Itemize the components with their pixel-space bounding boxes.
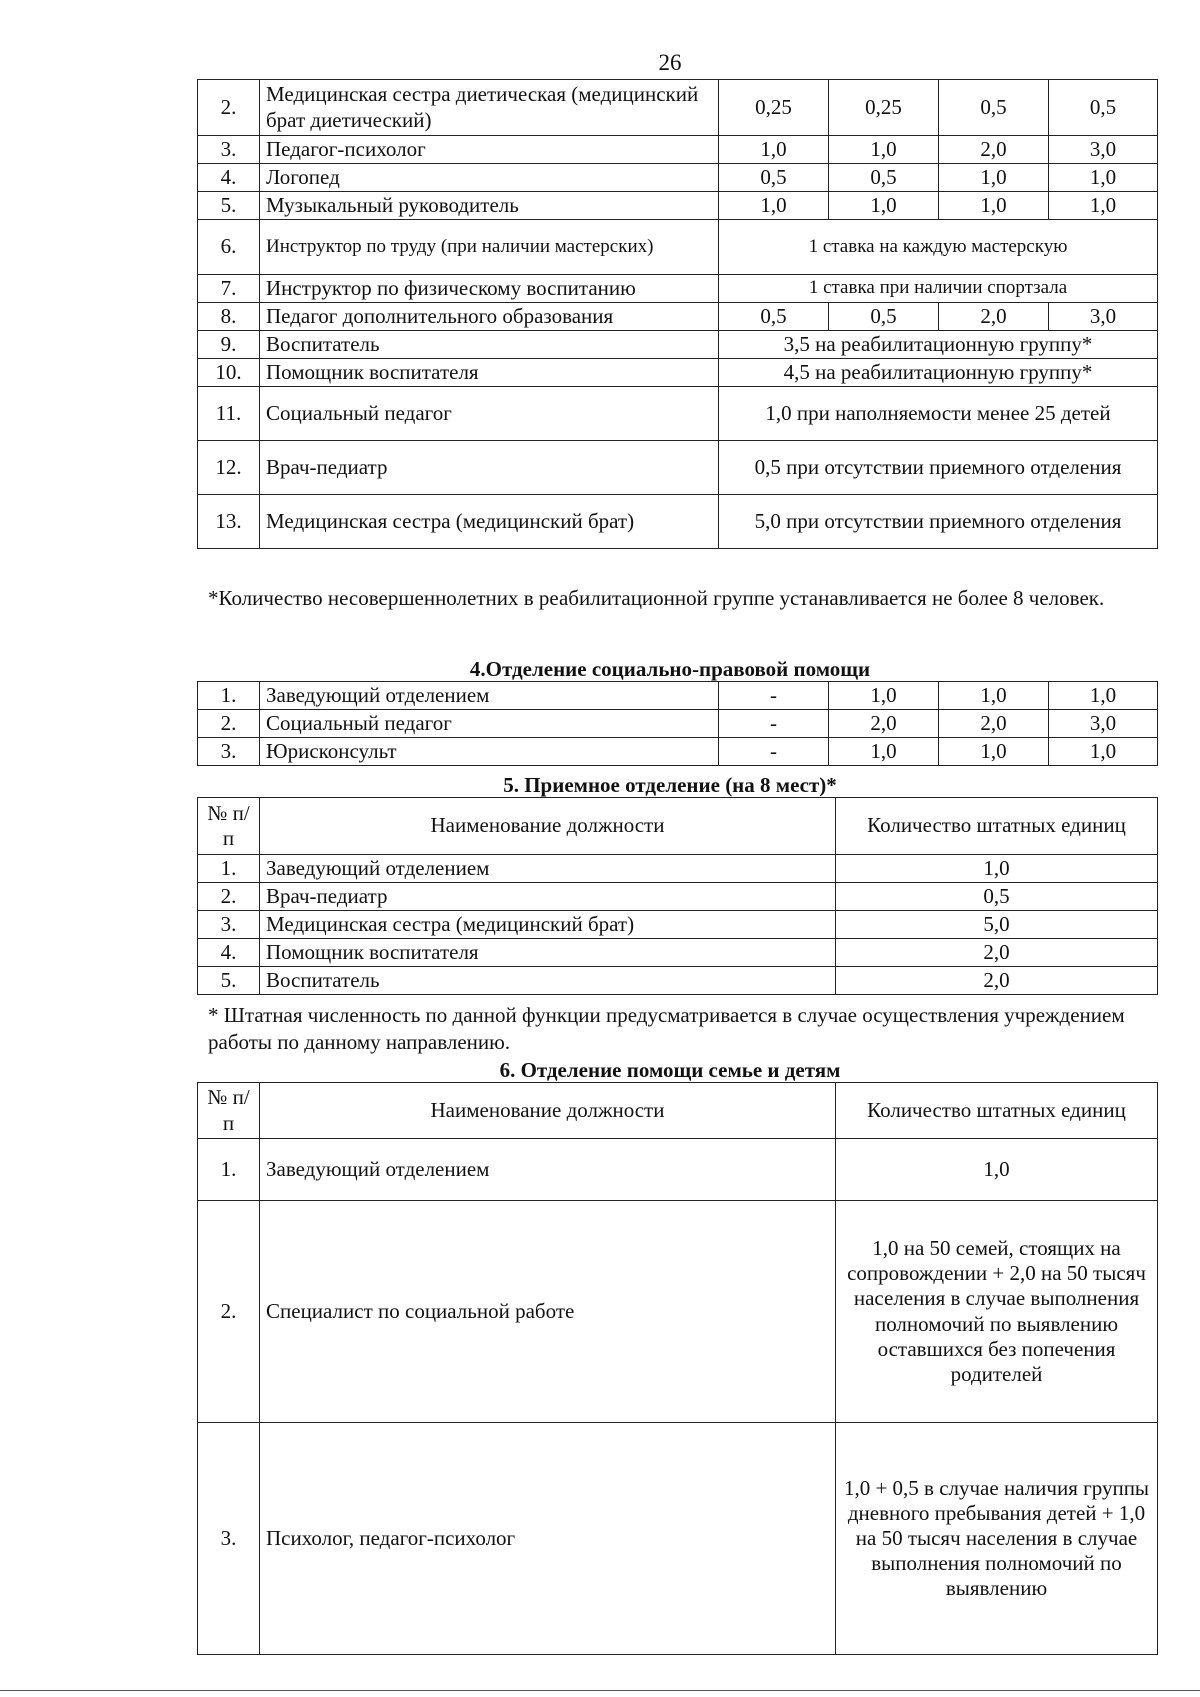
header-row — [198, 798, 1158, 855]
row-number: 7. — [198, 275, 260, 303]
table-row — [198, 303, 1158, 331]
position-name: Социальный педагог — [260, 387, 719, 441]
table-row — [198, 911, 1158, 939]
row-number: 9. — [198, 331, 260, 359]
table-row — [198, 359, 1158, 387]
table-row — [198, 164, 1158, 192]
position-name: Инструктор по труду (при наличии мастерских) — [260, 220, 719, 275]
position-name: Психолог, педагог-психолог — [260, 1423, 836, 1655]
staff-value: 2,0 — [939, 710, 1049, 738]
table-row — [198, 855, 1158, 883]
position-name: Помощник воспитателя — [260, 939, 836, 967]
staff-value: 1,0 — [1049, 164, 1158, 192]
page-bottom-rule — [0, 1690, 1200, 1691]
staff-value: 2,0 — [939, 303, 1049, 331]
staff-value: 1,0 — [939, 164, 1049, 192]
position-name: Медицинская сестра (медицинский брат) — [260, 495, 719, 549]
section5-table — [197, 797, 1158, 995]
staff-value: - — [719, 710, 829, 738]
position-name: Педагог дополнительного образования — [260, 303, 719, 331]
row-number: 2. — [198, 1201, 260, 1423]
staff-value: 3,0 — [1049, 710, 1158, 738]
table-row — [198, 136, 1158, 164]
staff-value: 1,0 — [1049, 192, 1158, 220]
position-name: Медицинская сестра диетическая (медицинский брат диетический) — [260, 80, 719, 136]
row-number: 2. — [198, 710, 260, 738]
table-row — [198, 738, 1158, 766]
table-row — [198, 1201, 1158, 1423]
staff-value: 2,0 — [939, 136, 1049, 164]
position-name: Воспитатель — [260, 967, 836, 995]
staffing-table-continued — [197, 79, 1158, 549]
position-name: Логопед — [260, 164, 719, 192]
header-position: Наименование должности — [260, 798, 836, 855]
header-position: Наименование должности — [260, 1083, 836, 1139]
row-number: 4. — [198, 164, 260, 192]
staff-norm: 4,5 на реабилитационную группу* — [719, 359, 1158, 387]
header-number: № п/п — [198, 1083, 260, 1139]
row-number: 3. — [198, 738, 260, 766]
table-row — [198, 220, 1158, 275]
row-number: 10. — [198, 359, 260, 387]
staff-norm: 3,5 на реабилитационную группу* — [719, 331, 1158, 359]
position-name: Медицинская сестра (медицинский брат) — [260, 911, 836, 939]
staff-value: 0,25 — [719, 80, 829, 136]
row-number: 5. — [198, 192, 260, 220]
table-row — [198, 441, 1158, 495]
staff-quantity: 5,0 — [836, 911, 1158, 939]
row-number: 3. — [198, 1423, 260, 1655]
position-name: Заведующий отделением — [260, 1139, 836, 1201]
staff-value: 3,0 — [1049, 303, 1158, 331]
staff-value: 1,0 — [829, 682, 939, 710]
position-name: Социальный педагог — [260, 710, 719, 738]
staff-value: 0,5 — [829, 164, 939, 192]
staff-value: 1,0 — [719, 136, 829, 164]
table-row — [198, 192, 1158, 220]
row-number: 1. — [198, 855, 260, 883]
section5-body — [198, 798, 1158, 995]
section4-table — [197, 681, 1158, 766]
staff-value: - — [719, 682, 829, 710]
row-number: 5. — [198, 967, 260, 995]
position-name: Инструктор по физическому воспитанию — [260, 275, 719, 303]
staff-quantity: 1,0 на 50 семей, стоящих на сопровождении + 2,0 на 50 тысяч населения в случае выполнения полномочий по выявлению оставшихся без попечения родителей — [836, 1201, 1158, 1423]
table-row — [198, 387, 1158, 441]
staff-value: 0,5 — [719, 164, 829, 192]
section5-title: 5. Приемное отделение (на 8 мест)* — [503, 773, 837, 797]
staff-norm: 1 ставка при наличии спортзала — [719, 275, 1158, 303]
staff-norm: 1 ставка на каждую мастерскую — [719, 220, 1158, 275]
position-name: Заведующий отделением — [260, 682, 719, 710]
staff-value: 0,5 — [939, 80, 1049, 136]
table-row — [198, 1139, 1158, 1201]
row-number: 2. — [198, 883, 260, 911]
header-row — [198, 1083, 1158, 1139]
staff-norm: 5,0 при отсутствии приемного отделения — [719, 495, 1158, 549]
staff-norm: 0,5 при отсутствии приемного отделения — [719, 441, 1158, 495]
staff-value: 0,5 — [719, 303, 829, 331]
staff-value: 1,0 — [719, 192, 829, 220]
table-row — [198, 495, 1158, 549]
staff-value: 1,0 — [939, 682, 1049, 710]
staff-quantity: 1,0 — [836, 855, 1158, 883]
row-number: 3. — [198, 911, 260, 939]
footnote-rehab-group: *Количество несовершеннолетних в реабилитационной группе устанавливается не более 8 человек. — [208, 586, 1105, 610]
position-name: Врач-педиатр — [260, 883, 836, 911]
staff-quantity: 1,0 + 0,5 в случае наличия группы дневного пребывания детей + 1,0 на 50 тысяч населения в случае выполнения полномочий по выявлению — [836, 1423, 1158, 1655]
position-name: Музыкальный руководитель — [260, 192, 719, 220]
row-number: 8. — [198, 303, 260, 331]
table-row — [198, 939, 1158, 967]
staff-value: 0,5 — [829, 303, 939, 331]
staff-quantity: 2,0 — [836, 939, 1158, 967]
page-number: 26 — [658, 50, 682, 75]
table-row — [198, 710, 1158, 738]
staff-value: 1,0 — [939, 192, 1049, 220]
position-name: Заведующий отделением — [260, 855, 836, 883]
position-name: Врач-педиатр — [260, 441, 719, 495]
staff-quantity: 1,0 — [836, 1139, 1158, 1201]
row-number: 4. — [198, 939, 260, 967]
row-number: 13. — [198, 495, 260, 549]
staff-quantity: 2,0 — [836, 967, 1158, 995]
staff-value: 1,0 — [1049, 682, 1158, 710]
row-number: 6. — [198, 220, 260, 275]
staff-norm: 1,0 при наполняемости менее 25 детей — [719, 387, 1158, 441]
section4-body — [198, 682, 1158, 766]
row-number: 2. — [198, 80, 260, 136]
position-name: Педагог-психолог — [260, 136, 719, 164]
staff-value: 0,25 — [829, 80, 939, 136]
table-row — [198, 883, 1158, 911]
table-row — [198, 967, 1158, 995]
row-number: 1. — [198, 1139, 260, 1201]
section6-table — [197, 1082, 1158, 1655]
staff-value: 0,5 — [1049, 80, 1158, 136]
position-name: Помощник воспитателя — [260, 359, 719, 387]
section6-body — [198, 1083, 1158, 1655]
position-name: Воспитатель — [260, 331, 719, 359]
table-row — [198, 682, 1158, 710]
row-number: 1. — [198, 682, 260, 710]
staff-value: 1,0 — [939, 738, 1049, 766]
row-number: 11. — [198, 387, 260, 441]
row-number: 3. — [198, 136, 260, 164]
staffing-table-body — [198, 80, 1158, 549]
staff-value: 1,0 — [829, 738, 939, 766]
header-quantity: Количество штатных единиц — [836, 798, 1158, 855]
staff-value: 3,0 — [1049, 136, 1158, 164]
header-number: № п/п — [198, 798, 260, 855]
staff-value: 2,0 — [829, 710, 939, 738]
position-name: Юрисконсульт — [260, 738, 719, 766]
table-row — [198, 80, 1158, 136]
staff-value: - — [719, 738, 829, 766]
position-name: Специалист по социальной работе — [260, 1201, 836, 1423]
header-quantity: Количество штатных единиц — [836, 1083, 1158, 1139]
section6-title: 6. Отделение помощи семье и детям — [499, 1058, 841, 1082]
table-row — [198, 331, 1158, 359]
section4-title: 4.Отделение социально-правовой помощи — [469, 657, 871, 681]
section5-note: * Штатная численность по данной функции предусматривается в случае осуществления учреждением работы по данному направлению. — [208, 1003, 1125, 1054]
table-row — [198, 275, 1158, 303]
staff-quantity: 0,5 — [836, 883, 1158, 911]
row-number: 12. — [198, 441, 260, 495]
staff-value: 1,0 — [829, 136, 939, 164]
staff-value: 1,0 — [1049, 738, 1158, 766]
table-row — [198, 1423, 1158, 1655]
staff-value: 1,0 — [829, 192, 939, 220]
